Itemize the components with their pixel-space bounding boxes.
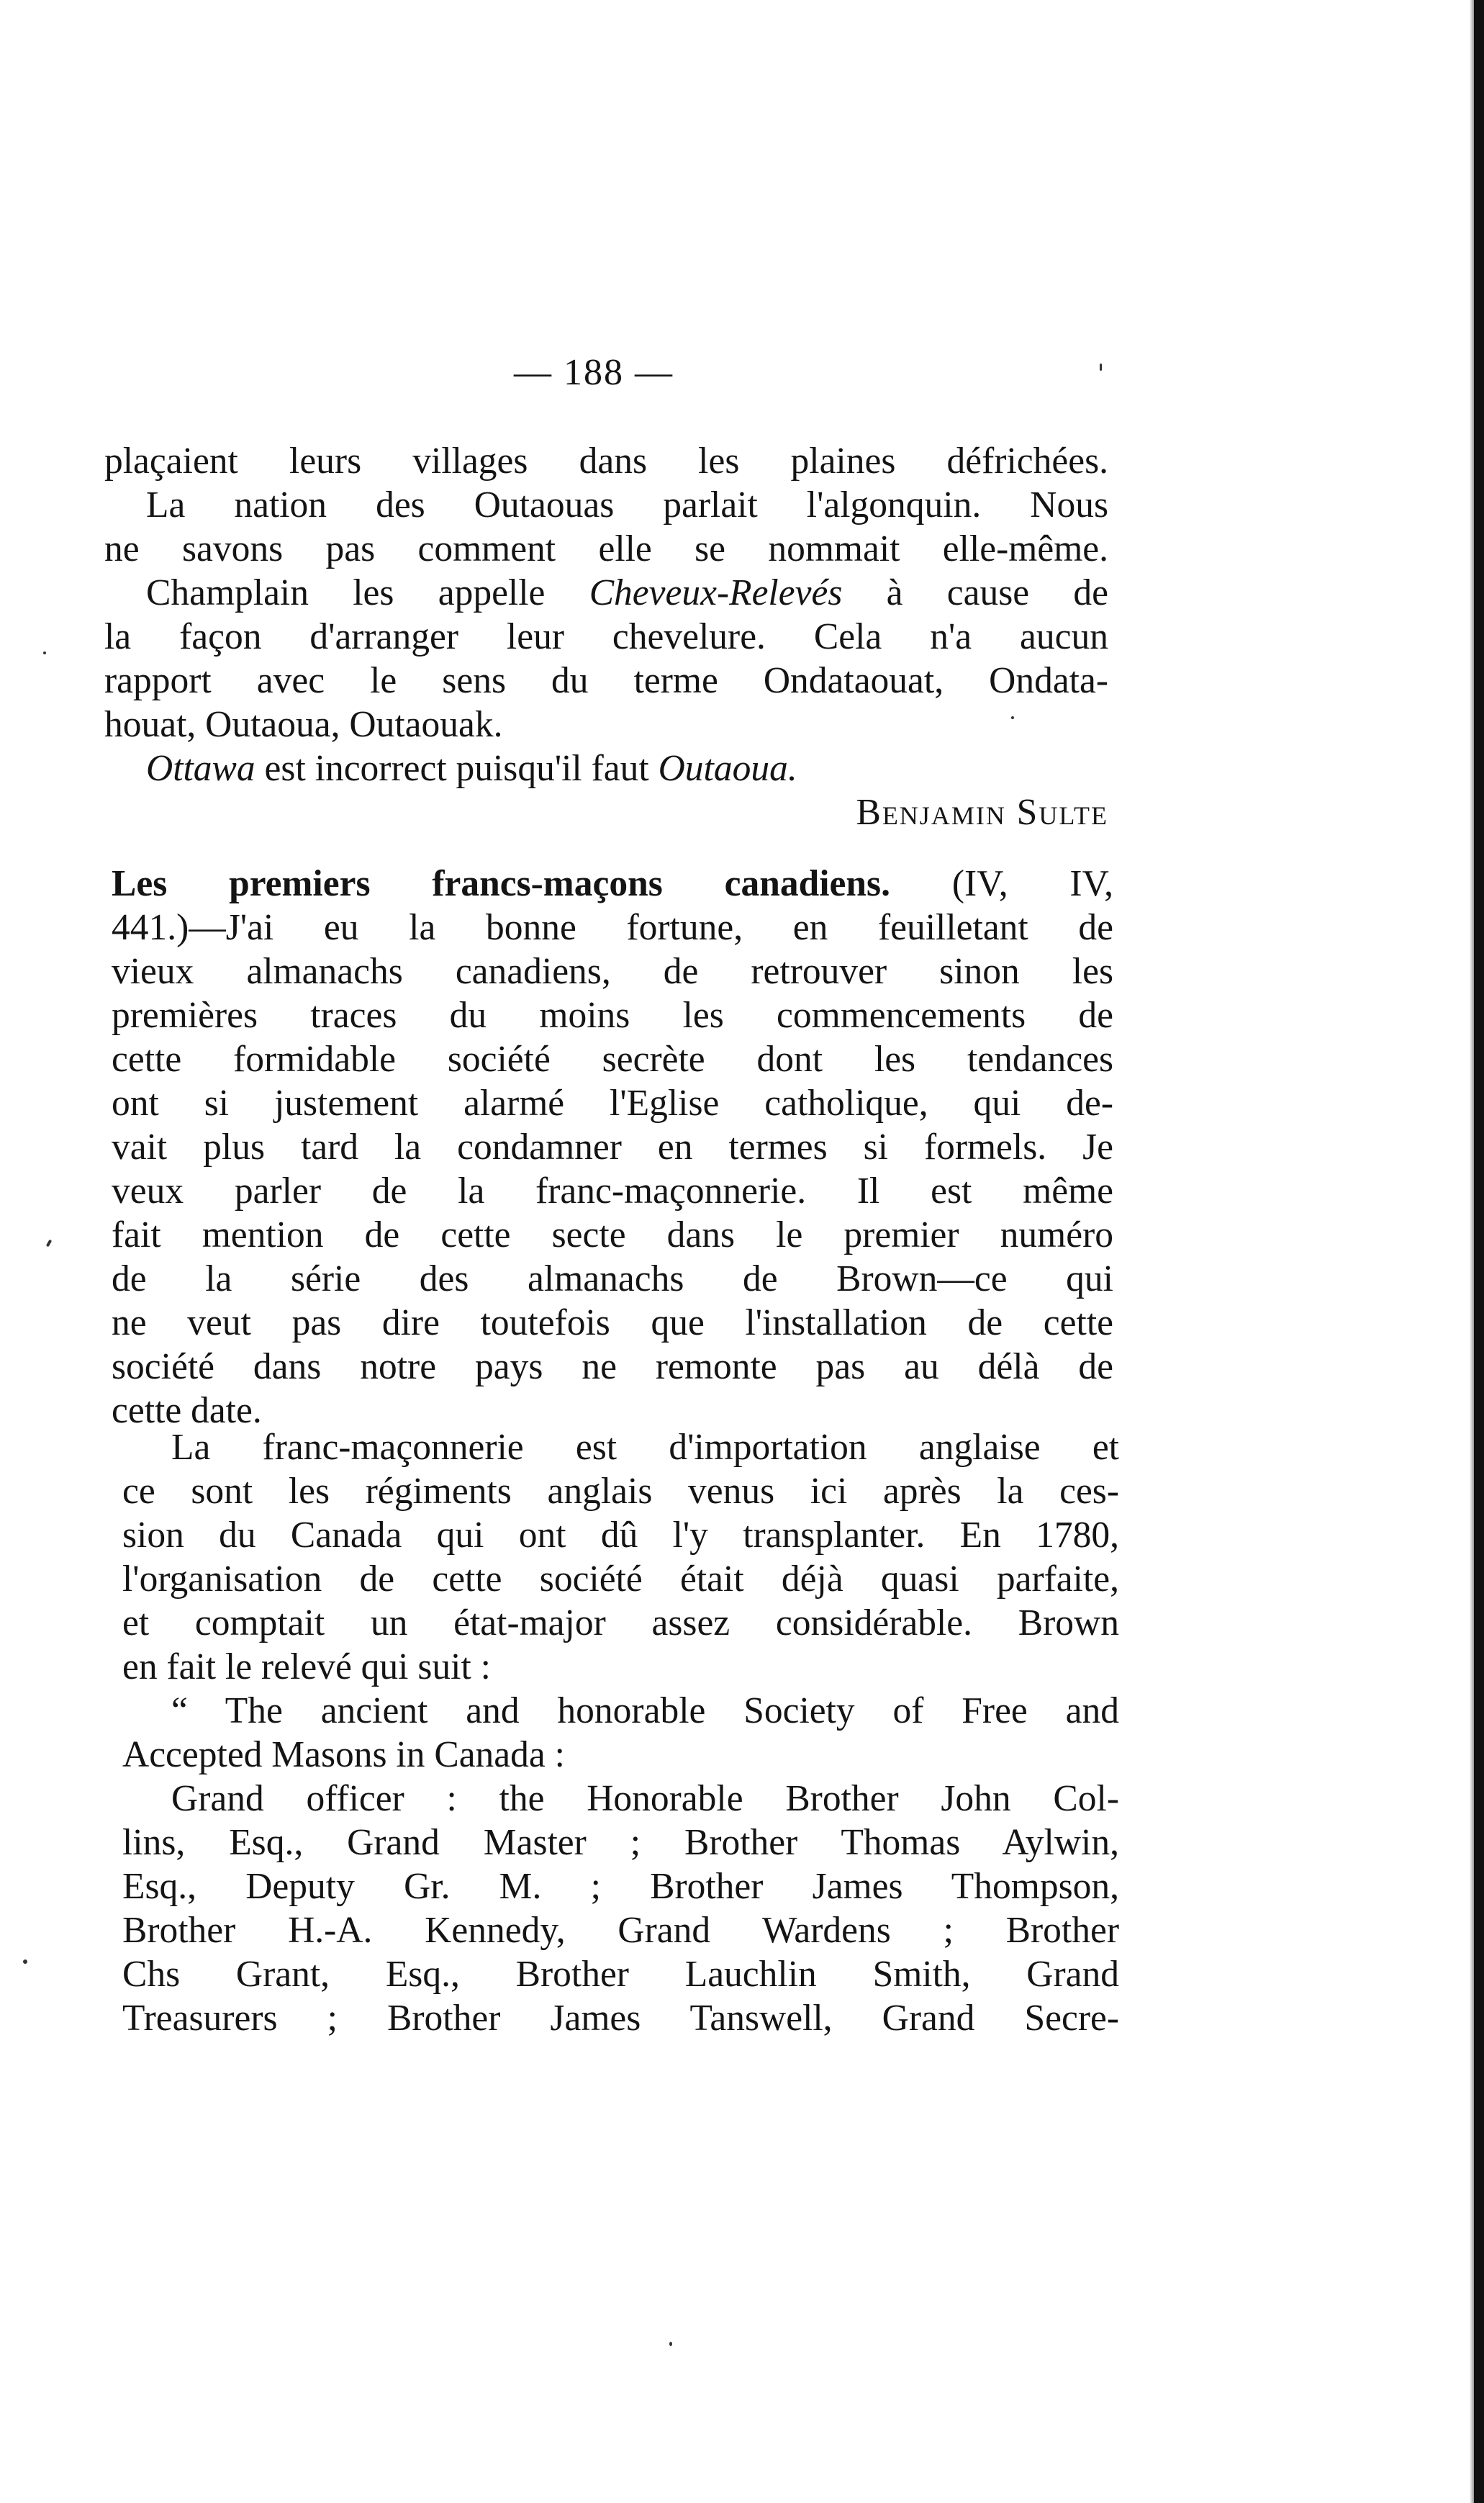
text-run: à cause de xyxy=(886,572,1108,613)
text-line: la façon d'arranger leur chevelure. Cela n'a aucun xyxy=(104,616,1108,657)
article-heading-line xyxy=(112,862,1113,906)
italic-term: Ottawa xyxy=(146,748,255,789)
text-line: rapport avec le sens du terme Ondataouat, Ondata- xyxy=(104,660,1108,701)
text-line xyxy=(104,571,1108,615)
scan-speck xyxy=(1100,364,1102,371)
text-line: ne veut pas dire toutefois que l'installation de cette xyxy=(112,1302,1113,1343)
text-line xyxy=(104,747,1108,790)
quoted-line: Accepted Masons in Canada : xyxy=(122,1734,565,1775)
quoted-line: Treasurers ; Brother James Tanswell, Grand Secre- xyxy=(122,1998,1119,2039)
quoted-line: Chs Grant, Esq., Brother Lauchlin Smith, Grand xyxy=(122,1954,1119,1995)
italic-term: Cheveux-Relevés xyxy=(589,572,843,613)
text-line: premières traces du moins les commencements de xyxy=(112,995,1113,1036)
quoted-line: Grand officer : the Honorable Brother John Col- xyxy=(171,1778,1119,1819)
text-line: sion du Canada qui ont dû l'y transplanter. En 1780, xyxy=(122,1515,1119,1556)
section-freemasons-article xyxy=(112,862,1113,1433)
text-line: cette formidable société secrète dont les tendances xyxy=(112,1039,1113,1080)
text-line: plaçaient leurs villages dans les plaines défrichées. xyxy=(104,441,1108,482)
scan-speck xyxy=(43,651,46,654)
page-edge xyxy=(1474,0,1484,2503)
text-line: et comptait un état-major assez considérable. Brown xyxy=(122,1602,1119,1643)
text-run: Champlain les appelle xyxy=(146,572,546,613)
author-signature: Benjamin Sulte xyxy=(856,792,1108,833)
text-line: ont si justement alarmé l'Eglise catholique, qui de- xyxy=(112,1083,1113,1124)
text-line: La nation des Outaouas parlait l'algonquin. Nous xyxy=(146,484,1108,526)
text-line: en fait le relevé qui suit : xyxy=(122,1646,491,1687)
scan-speck xyxy=(23,1959,27,1964)
text-line: La franc-maçonnerie est d'importation anglaise et xyxy=(171,1427,1119,1468)
section-toponymy-paragraph xyxy=(104,439,1108,834)
text-line: société dans notre pays ne remonte pas au délà de xyxy=(112,1346,1113,1387)
text-run: est incorrect puisqu'il faut xyxy=(264,748,649,789)
quoted-line: Brother H.-A. Kennedy, Grand Wardens ; Brother xyxy=(122,1910,1119,1951)
scan-speck xyxy=(1011,716,1014,719)
quoted-line: Esq., Deputy Gr. M. ; Brother James Thompson, xyxy=(122,1866,1119,1907)
scan-speck xyxy=(46,1240,52,1248)
text-line: de la série des almanachs de Brown—ce qui xyxy=(112,1258,1113,1299)
article-reference: (IV, IV, xyxy=(951,863,1114,904)
quoted-line: “ The ancient and honorable Society of Free and xyxy=(171,1690,1119,1731)
text-line: 441.)—J'ai eu la bonne fortune, en feuilletant de xyxy=(112,907,1113,948)
text-line: vieux almanachs canadiens, de retrouver sinon les xyxy=(112,951,1113,992)
text-line: vait plus tard la condamner en termes si formels. Je xyxy=(112,1127,1113,1168)
text-line: l'organisation de cette société était déjà quasi parfaite, xyxy=(122,1559,1119,1600)
italic-term: Outaoua. xyxy=(658,748,797,789)
text-line: fait mention de cette secte dans le premier numéro xyxy=(112,1214,1113,1255)
text-line: ce sont les régiments anglais venus ici après la ces- xyxy=(122,1471,1119,1512)
text-line: cette date. xyxy=(112,1390,262,1431)
page-number: — 188 — xyxy=(514,352,674,393)
article-heading: Les premiers francs-maçons canadiens. xyxy=(112,863,890,904)
text-line: houat, Outaoua, Outaouak. xyxy=(104,704,503,745)
quoted-line: lins, Esq., Grand Master ; Brother Thomas Aylwin, xyxy=(122,1822,1119,1863)
text-line: veux parler de la franc-maçonnerie. Il est même xyxy=(112,1171,1113,1212)
scan-speck xyxy=(669,2342,672,2346)
text-line: ne savons pas comment elle se nommait elle-même. xyxy=(104,528,1108,569)
section-freemasons-continuation xyxy=(122,1425,1119,2040)
